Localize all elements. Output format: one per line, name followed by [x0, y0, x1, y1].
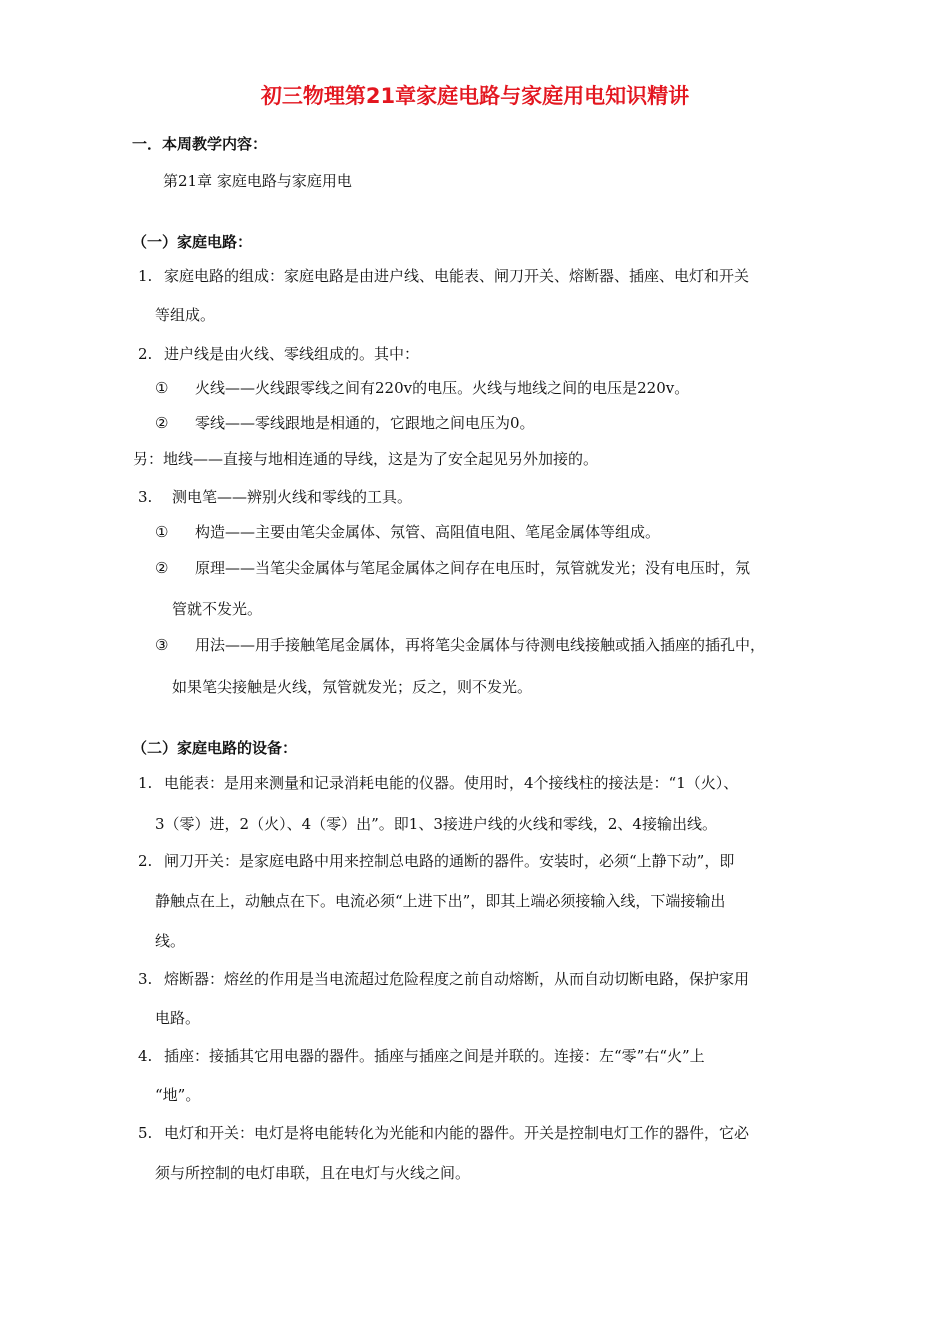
item-number: 3. — [138, 488, 153, 506]
part1-item1-cont: 等组成。 — [155, 306, 216, 324]
part1-item3-sub2 — [155, 558, 750, 578]
circled-number: ① — [155, 523, 169, 541]
part1-item2-sub2 — [155, 413, 535, 433]
item-text: 电能表：是用来测量和记录消耗电能的仪器。使用时，4个接线柱的接法是：“1（火）、 — [164, 774, 739, 792]
sub-text: 零线——零线跟地是相通的，它跟地之间电压为0。 — [195, 414, 535, 432]
part2-item1 — [138, 773, 738, 793]
part2-item4 — [138, 1046, 705, 1066]
part2-item2-cont1: 静触点在上，动触点在下。电流必须“上进下出”，即其上端必须接输入线，下端接输出 — [155, 892, 726, 910]
part1-item3-sub2-cont: 管就不发光。 — [172, 600, 263, 618]
part1-item3 — [138, 487, 412, 507]
part2-item1-cont: 3（零）进，2（火）、4（零）出”。即1、3接进户线的火线和零线，2、4接输出线。 — [155, 815, 717, 833]
part2-item4-cont: “地”。 — [155, 1086, 201, 1104]
part1-item3-sub3-cont: 如果笔尖接触是火线，氖管就发光；反之，则不发光。 — [172, 678, 533, 696]
part1-item1 — [138, 266, 749, 286]
part2-item2-cont2: 线。 — [155, 932, 186, 950]
sub-text: 用法——用手接触笔尾金属体，再将笔尖金属体与待测电线接触或插入插座的插孔中， — [195, 636, 766, 654]
item-text: 测电笔——辨别火线和零线的工具。 — [172, 488, 413, 506]
part1-item2 — [138, 344, 419, 364]
part2-item3-cont: 电路。 — [155, 1009, 201, 1027]
part1-item3-sub3 — [155, 635, 765, 655]
circled-number: ② — [155, 414, 169, 432]
item-number: 1. — [138, 774, 153, 792]
part1-item2-note: 另：地线——直接与地相连通的导线，这是为了安全起见另外加接的。 — [133, 450, 599, 468]
circled-number: ③ — [155, 636, 169, 654]
item-number: 4. — [138, 1047, 153, 1065]
item-text: 家庭电路的组成：家庭电路是由进户线、电能表、闸刀开关、熔断器、插座、电灯和开关 — [164, 267, 750, 285]
item-number: 3. — [138, 970, 153, 988]
circled-number: ② — [155, 559, 169, 577]
item-number: 1. — [138, 267, 153, 285]
part2-item5 — [138, 1123, 749, 1143]
part1-heading: （一）家庭电路： — [132, 233, 253, 251]
section-heading-teaching-content: 一．本周教学内容： — [132, 135, 268, 153]
circled-number: ① — [155, 379, 169, 397]
part2-item5-cont: 须与所控制的电灯串联，且在电灯与火线之间。 — [155, 1164, 471, 1182]
sub-text: 构造——主要由笔尖金属体、氖管、高阻值电阻、笔尾金属体等组成。 — [195, 523, 661, 541]
part1-item2-sub1 — [155, 378, 689, 398]
page-title: 初三物理第21章家庭电路与家庭用电知识精讲 — [260, 84, 690, 108]
item-text: 熔断器：熔丝的作用是当电流超过危险程度之前自动熔断，从而自动切断电路，保护家用 — [164, 970, 750, 988]
item-text: 闸刀开关：是家庭电路中用来控制总电路的通断的器件。安装时，必须“上静下动”，即 — [164, 852, 735, 870]
part1-item3-sub1 — [155, 522, 660, 542]
item-number: 5. — [138, 1124, 153, 1142]
part2-item2 — [138, 851, 734, 871]
part2-heading: （二）家庭电路的设备： — [132, 739, 298, 757]
item-text: 进户线是由火线、零线组成的。其中： — [164, 345, 420, 363]
chapter-line: 第21章 家庭电路与家庭用电 — [163, 172, 352, 190]
item-number: 2. — [138, 852, 153, 870]
item-text: 电灯和开关：电灯是将电能转化为光能和内能的器件。开关是控制电灯工作的器件，它必 — [164, 1124, 750, 1142]
part2-item3 — [138, 969, 749, 989]
item-number: 2. — [138, 345, 153, 363]
sub-text: 火线——火线跟零线之间有220v的电压。火线与地线之间的电压是220v。 — [195, 379, 690, 397]
item-text: 插座：接插其它用电器的器件。插座与插座之间是并联的。连接：左“零”右“火”上 — [164, 1047, 705, 1065]
sub-text: 原理——当笔尖金属体与笔尾金属体之间存在电压时，氖管就发光；没有电压时，氖 — [195, 559, 751, 577]
